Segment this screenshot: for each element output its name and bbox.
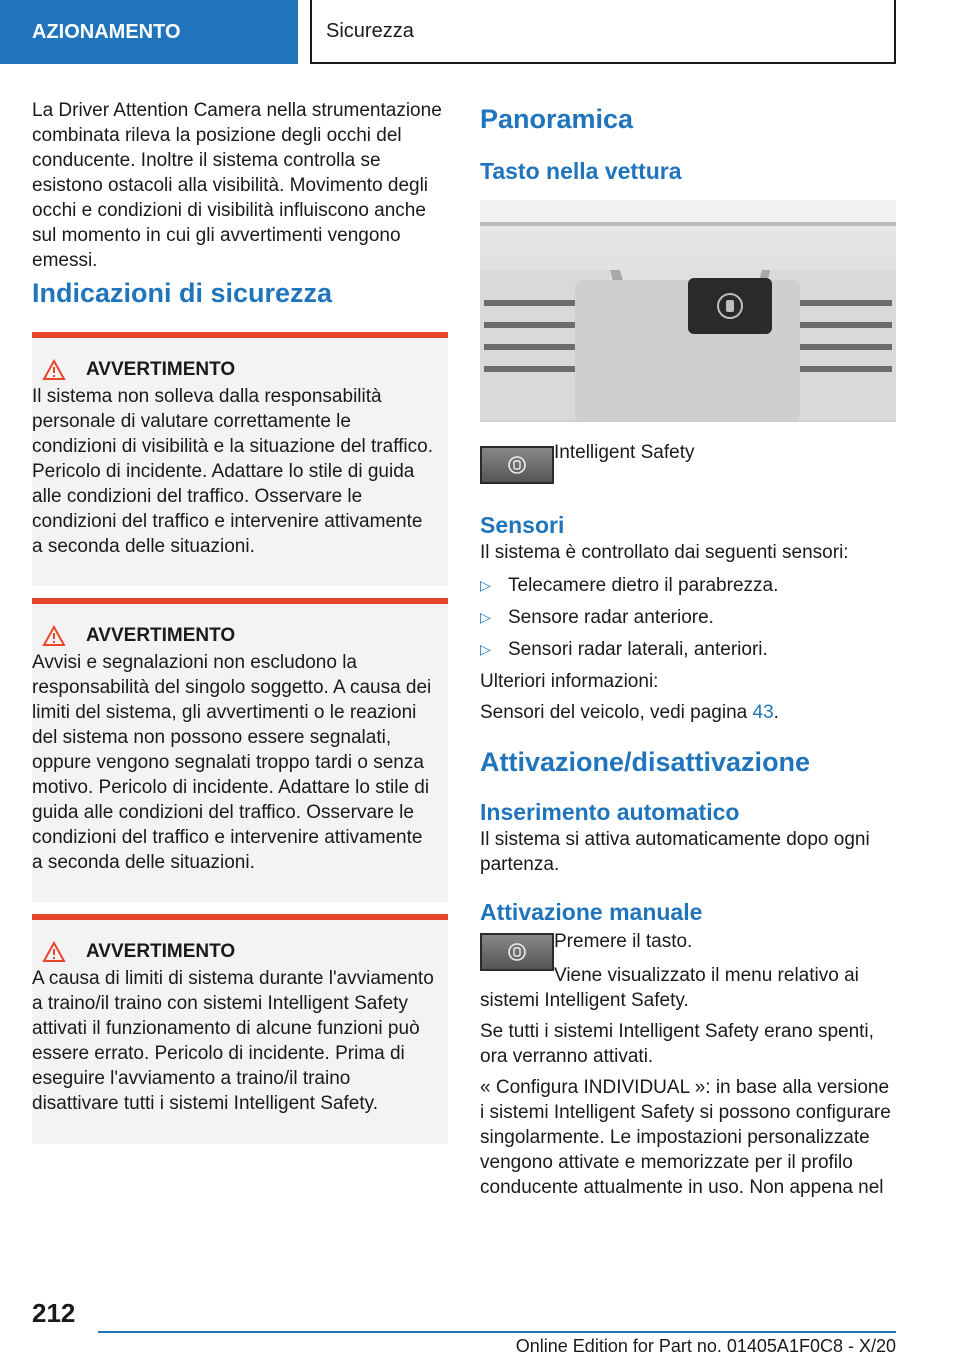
manual-text: Viene visualizzato il menu relativo ai sistemi Intelligent Safety. (480, 965, 859, 1011)
sensors-heading: Sensori (480, 512, 565, 538)
warning-title: AVVERTIMENTO (86, 359, 236, 380)
button-legend (480, 442, 896, 484)
warning-box (32, 598, 448, 902)
right-column (480, 98, 896, 1200)
overview-heading: Panoramica (480, 104, 634, 134)
triangle-bullet-icon: ▷ (480, 609, 491, 625)
sensors-intro: Il sistema è controllato dai seguenti sensori: (480, 542, 849, 563)
triangle-bullet-icon: ▷ (480, 641, 491, 657)
warning-triangle-icon (32, 359, 86, 381)
manual-heading: Attivazione manuale (480, 899, 703, 925)
safety-heading: Indicazioni di sicurezza (32, 278, 333, 308)
auto-text: Il sistema si attiva automaticamente dopo ogni partenza. (480, 829, 870, 875)
warning-triangle-icon (32, 625, 86, 647)
manual-step-text: Premere il tasto. (554, 931, 693, 952)
paragraph: Se tutti i sistemi Intelligent Safety erano spenti, ora verranno attivati. (480, 1021, 874, 1067)
warning-text: Avvisi e segnalazioni non escludono la responsabilità del singolo soggetto. A causa dei limiti del sistema, gli avvertimenti o le reazioni del sistema non possono essere segnalati, oppure vengono segnalati troppo tardi o senza motivo. Pericolo di incidente. Adattare lo stile di guida alle condizioni del traffico. Osservare le condizioni del traffico e intervenire attivamente a seconda delle situazioni. (32, 652, 432, 873)
warning-title: AVVERTIMENTO (86, 625, 236, 646)
sensor-list (480, 573, 896, 662)
warning-title: AVVERTIMENTO (86, 941, 236, 962)
triangle-bullet-icon: ▷ (480, 577, 491, 593)
intro-paragraph: La Driver Attention Camera nella strumentazione combinata rileva la posizione degli occhi del conducente. Inoltre il sistema controlla se esistono ostacoli alla visibilità. Movimento degli occhi e condizioni di visibilità influiscono anche sul momento in cui gli avvertimenti vengono emessi. (32, 100, 442, 271)
topic-title: Sicurezza (326, 19, 414, 42)
warning-text: A causa di limiti di sistema durante l'avviamento a traino/il traino con sistemi Intelligent Safety attivati il funzionamento di alcune funzioni può essere errato. Pericolo di incidente. Prima di eseguire l'avviamento a traino/il traino disattivare tutti i sistemi Intelligent Safety. (32, 968, 434, 1114)
paragraph: « Configura INDIVIDUAL »: in base alla versione i sistemi Intelligent Safety si possono configurare singolarmente. Le impostazioni personalizzate vengono attivate e memorizzate per il profilo conducente attualmente in uso. Non appena nel (480, 1077, 891, 1198)
warning-triangle-icon (32, 941, 86, 963)
page-link[interactable]: 43 (752, 702, 774, 723)
page-number: 212 (32, 1298, 76, 1328)
activation-heading: Attivazione/disattivazione (480, 747, 811, 777)
list-item: ▷ Telecamere dietro il parabrezza. (480, 575, 779, 596)
section-tab (0, 0, 298, 64)
edition-note: Online Edition for Part no. 01405A1F0C8 - X/20 (515, 1336, 896, 1356)
warning-box (32, 332, 448, 586)
section-title: AZIONAMENTO (32, 20, 181, 43)
button-caption: Intelligent Safety (554, 442, 695, 463)
warning-box (32, 914, 448, 1144)
auto-heading: Inserimento automatico (480, 799, 740, 825)
list-item: ▷ Sensore radar anteriore. (480, 607, 714, 628)
warning-text: Il sistema non solleva dalla responsabilità personale di valutare correttamente le condizioni di visibilità e la situazione del traffico. Pericolo di incidente. Adattare lo stile di guida alle condizioni del traffico. Osservare le condizioni del traffico e intervenire attivamente a seconda delle situazioni. (32, 386, 433, 557)
intelligent-safety-button-icon (480, 446, 554, 484)
left-column (32, 98, 448, 1144)
dashboard-photo (480, 200, 896, 422)
intelligent-safety-button-icon (480, 933, 554, 971)
button-heading: Tasto nella vettura (480, 158, 682, 184)
more-info-label: Ulteriori informazioni: (480, 671, 659, 692)
list-item: ▷ Sensori radar laterali, anteriori. (480, 639, 768, 660)
footer-divider (98, 1331, 896, 1333)
topic-tab (310, 0, 896, 64)
page-reference: Sensori del veicolo, vedi pagina 43. (480, 702, 779, 723)
